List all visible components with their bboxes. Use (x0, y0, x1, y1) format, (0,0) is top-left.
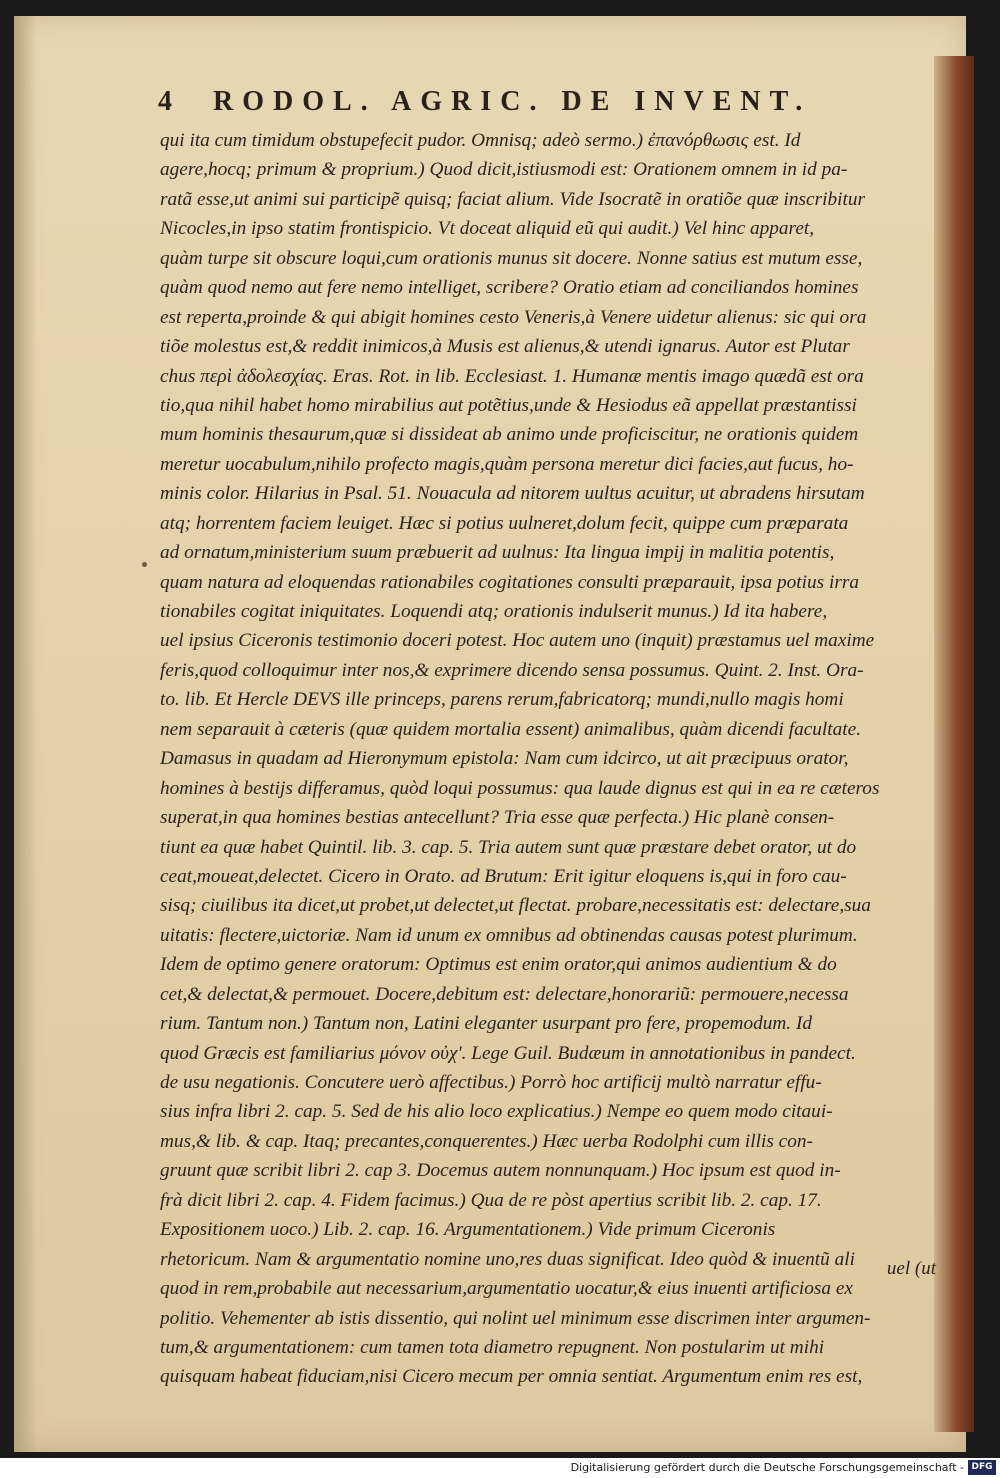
text-line: quod in rem,probabile aut necessarium,argumentatio uocatur,& eius inuenti artificiosa ex (160, 1278, 853, 1300)
text-line: tio,qua nihil habet homo mirabilius aut potẽtius,unde & Hesiodus eã appellat præstantissi (160, 394, 857, 416)
digitization-footer (0, 1458, 1000, 1478)
page-number: 4 (158, 86, 181, 117)
text-line: rium. Tantum non.) Tantum non, Latini eleganter usurpant pro fere, propemodum. Id (160, 1013, 813, 1035)
margin-mark (142, 562, 147, 567)
text-line: Nicocles,in ipso statim frontispicio. Vt doceat aliquid eũ qui audit.) Vel hinc apparet, (160, 218, 815, 240)
text-line: Expositionem uoco.) Lib. 2. cap. 16. Argumentationem.) Vide primum Ciceronis (160, 1219, 776, 1241)
text-line: quod Græcis est familiarius μόνον οὐχ'. Lege Guil. Budæum in annotationibus in pandect. (160, 1042, 856, 1064)
text-line: frà dicit libri 2. cap. 4. Fidem facimus.) Qua de re pòst apertius scribit lib. 2. cap. 17. (160, 1189, 822, 1211)
text-line: agere,hocq; primum & proprium.) Quod dicit,istiusmodi est: Orationem omnem in id pa- (160, 159, 848, 181)
text-line: quisquam habeat fiduciam,nisi Cicero mecum per omnia sentiat. Argumentum enim res est, (160, 1366, 863, 1388)
book-spine (934, 56, 974, 1432)
text-line: cet,& delectat,& permouet. Docere,debitum est: delectare,honorariũ: permouere,necessa (160, 983, 849, 1005)
text-line: ratã esse,ut animi sui participẽ quisq; faciat alium. Vide Isocratẽ in oratiõe quæ inscribitur (160, 188, 865, 210)
text-line: meretur uocabulum,nihilo profecto magis,quàm persona meretur dici facies,aut fucus, ho- (160, 453, 854, 475)
text-line: sisq; ciuilibus ita dicet,ut probet,ut delectet,ut flectat. probare,necessitatis est: delectare,sua (160, 895, 871, 917)
text-line: ceat,moueat,delectet. Cicero in Orato. ad Brutum: Erit igitur eloquens is,qui in foro cau- (160, 865, 847, 887)
text-line: superat,in qua homines bestias antecellunt? Tria esse quæ perfecta.) Hic planè consen- (160, 807, 835, 829)
dfg-logo-icon: DFG (968, 1460, 996, 1475)
text-line: politio. Vehementer ab istis dissentio, qui nolint uel minimum esse discrimen inter argumen- (160, 1307, 871, 1329)
footer-credit: Digitalisierung gefördert durch die Deutsche Forschungsgemeinschaft - (570, 1461, 964, 1474)
text-line: rhetoricum. Nam & argumentatio nomine uno,res duas significat. Ideo quòd & inuentũ ali (160, 1248, 855, 1270)
text-line: sius infra libri 2. cap. 5. Sed de his alio loco explicatius.) Nempe eo quem modo citaui- (160, 1101, 833, 1123)
text-line: gruunt quæ scribit libri 2. cap 3. Docemus autem nonnunquam.) Hoc ipsum est quod in- (160, 1160, 841, 1182)
text-line: homines à bestijs differamus, quòd loqui possumus: qua laude dignus est qui in ea re cæteros (160, 777, 880, 799)
text-line: uel ipsius Ciceronis testimonio doceri potest. Hoc autem uno (inquit) præstamus uel maxime (160, 630, 875, 652)
text-line: ad ornatum,ministerium suum præbuerit ad uulnus: Ita lingua impij in malitia potentis, (160, 542, 835, 564)
catchword: uel (ut (886, 1258, 936, 1279)
text-line: de usu negationis. Concutere uerò affectibus.) Porrò hoc artificij multò narratur effu- (160, 1072, 822, 1093)
text-line: minis color. Hilarius in Psal. 51. Nouacula ad nitorem uultus acuitur, ut abradens hirsutam (160, 483, 865, 505)
text-line: quam natura ad eloquendas rationabiles cogitationes consulti præparauit, ipsa potius irra (160, 571, 859, 593)
text-line: feris,quod colloquimur inter nos,& exprimere dicendo sensa possumus. Quint. 2. Inst. Ora- (160, 659, 864, 681)
running-title: RODOL. AGRIC. DE INVENT. (213, 86, 812, 117)
text-line: mum hominis thesaurum,quæ si dissideat ab animo unde proficiscitur, ne orationis quidem (160, 424, 859, 446)
text-line: tionabiles cogitat iniquitates. Loquendi atq; orationis indulserit munus.) Id ita habere, (160, 601, 828, 622)
text-line: uitatis: flectere,uictoriæ. Nam id unum ex omnibus ad obtinendas causas potest plurimum. (160, 924, 858, 946)
text-line: nem separauit à cæteris (quæ quidem mortalia essent) animalibus, quàm dicendi facultate. (160, 718, 862, 740)
text-line: tum,& argumentationem: cum tamen tota diametro repugnent. Non postularim ut mihi (160, 1336, 825, 1358)
running-header (158, 86, 858, 118)
text-line: to. lib. Et Hercle DEVS ille princeps, parens rerum,fabricatorq; mundi,nullo magis homi (160, 689, 844, 711)
page-edge-shadow (14, 16, 36, 1452)
text-line: chus περὶ ἀδολεσχίας. Eras. Rot. in lib. Ecclesiast. 1. Humanæ mentis imago quædã est ora (160, 365, 864, 387)
commentary-text (160, 126, 912, 1392)
text-line: Damasus in quadam ad Hieronymum epistola: Nam cum idcirco, ut ait præcipuus orator, (160, 748, 849, 770)
text-line: quàm turpe sit obscure loqui,cum orationis munus sit docere. Nonne satius est mutum esse, (160, 247, 863, 269)
text-line: qui ita cum timidum obstupefecit pudor. Omnisq; adeò sermo.) ἐπανόρθωσις est. Id (160, 130, 801, 151)
text-line: tiõe molestus est,& reddit inimicos,à Musis est alienus,& utendi ignarus. Autor est Plutar (160, 336, 850, 358)
text-line: atq; horrentem faciem leuiget. Hæc si potius uulneret,dolum fecit, quippe cum præparata (160, 512, 849, 534)
text-line: quàm quod nemo aut fere nemo intelliget, scribere? Oratio etiam ad conciliandos homines (160, 277, 859, 299)
text-line: tiunt ea quæ habet Quintil. lib. 3. cap. 5. Tria autem sunt quæ præstare debet orator, ut do (160, 836, 857, 858)
text-line: Idem de optimo genere oratorum: Optimus est enim orator,qui animos audientium & do (160, 954, 837, 976)
text-line: est reperta,proinde & qui abigit homines cesto Veneris,à Venere uidetur alienus: sic qui ora (160, 306, 867, 328)
text-line: mus,& lib. & cap. Itaq; precantes,conquerentes.) Hæc uerba Rodolphi cum illis con- (160, 1130, 813, 1152)
